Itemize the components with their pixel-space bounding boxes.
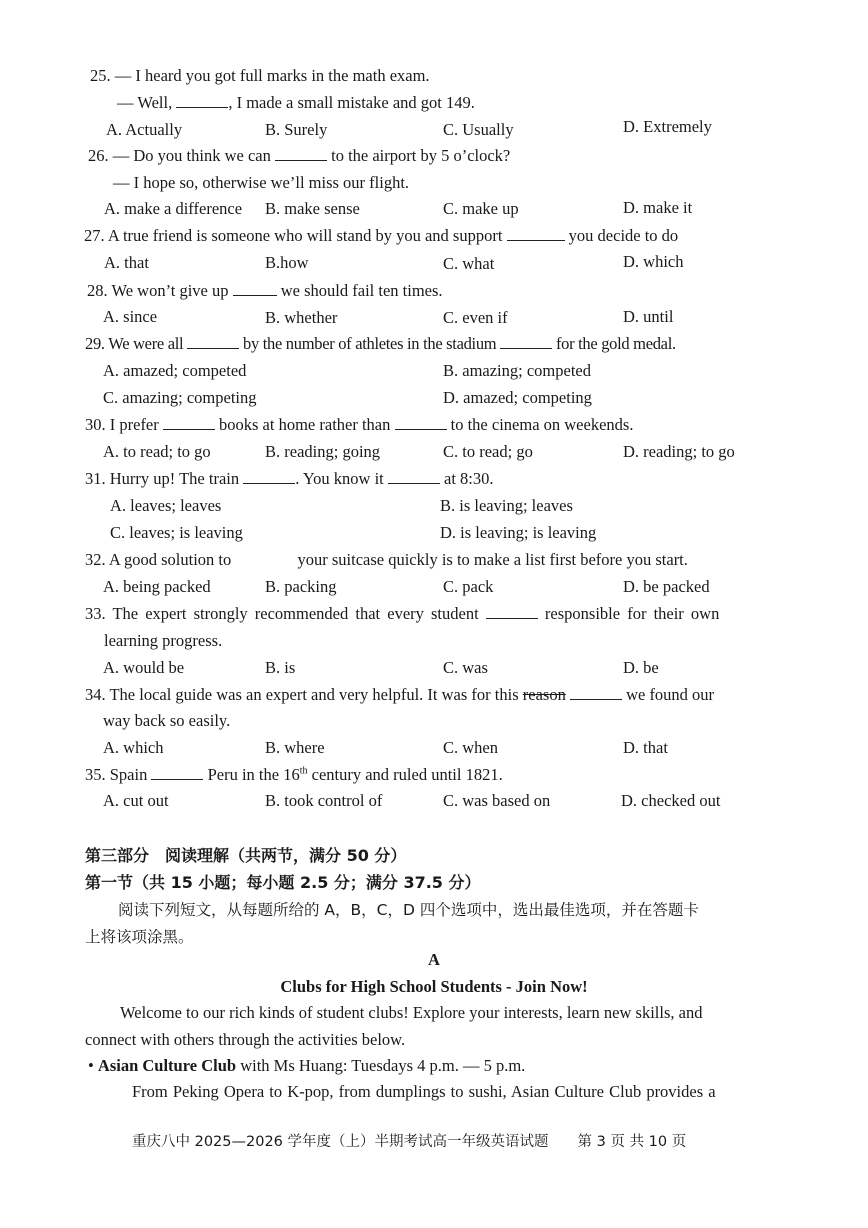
option-b: B. where — [265, 738, 325, 757]
question-30: 30. I prefer books at home rather than to the cinema on weekends. — [85, 415, 634, 434]
answer-blank — [176, 106, 228, 108]
question-32: 32. A good solution to your suitcase quickly is to make a list first before you start. — [85, 550, 688, 569]
option-d: D. until — [623, 307, 674, 326]
answer-blank — [500, 347, 552, 349]
option-d: D. amazed; competing — [443, 388, 592, 407]
option-c: C. pack — [443, 577, 494, 596]
section-title: 第三部分 阅读理解（共两节，满分 50 分） — [85, 846, 407, 865]
option-c: C. when — [443, 738, 498, 757]
question-number: 34. — [85, 685, 106, 704]
option-d: D. Extremely — [623, 117, 712, 136]
option-d: D. checked out — [621, 791, 721, 810]
club-item — [88, 1056, 525, 1076]
option-c: C. even if — [443, 308, 508, 327]
option-c: C. to read; go — [443, 442, 533, 461]
answer-blank — [570, 698, 622, 700]
passage-title: Clubs for High School Students - Join Now! — [280, 977, 588, 996]
option-c: C. amazing; competing — [103, 388, 257, 407]
question-33: 33. The expert strongly recommended that every student responsible for their own — [85, 604, 720, 623]
option-c: C. make up — [443, 199, 519, 218]
option-b: B. is leaving; leaves — [440, 496, 573, 515]
question-number: 27. — [84, 226, 105, 245]
answer-blank — [163, 428, 215, 430]
answer-blank — [395, 428, 447, 430]
question-34-line2: way back so easily. — [103, 711, 231, 730]
question-number: 25. — [90, 66, 111, 85]
option-c: C. was based on — [443, 791, 551, 810]
question-number: 33. — [85, 604, 106, 623]
bullet-icon: • — [88, 1056, 94, 1075]
option-d: D. make it — [623, 198, 693, 217]
option-a: A. would be — [103, 658, 185, 677]
passage-letter: A — [428, 950, 440, 969]
instruction-line-2: 上将该项涂黑。 — [85, 928, 194, 946]
question-number: 26. — [88, 146, 109, 165]
question-number: 30. — [85, 415, 106, 434]
answer-blank — [187, 347, 239, 349]
question-35: 35. Spain Peru in the 16th century and ruled until 1821. — [85, 765, 503, 784]
question-29: 29. We were all by the number of athletes in the stadium for the gold medal. — [85, 334, 676, 353]
question-31: 31. Hurry up! The train . You know it at 8:30. — [85, 469, 494, 488]
option-a: A. amazed; competed — [103, 361, 247, 380]
answer-blank — [507, 239, 565, 241]
option-d: D. which — [623, 252, 684, 271]
answer-blank — [275, 159, 327, 161]
option-c: C. was — [443, 658, 488, 677]
answer-blank — [388, 482, 440, 484]
option-b: B. amazing; competed — [443, 361, 591, 380]
option-d: D. reading; to go — [623, 442, 735, 461]
option-a: A. which — [103, 738, 164, 757]
option-a: A. that — [104, 253, 149, 272]
passage-intro-line-2: connect with others through the activities below. — [85, 1030, 406, 1049]
option-b: B.how — [265, 253, 309, 272]
page-footer: 重庆八中 2025—2026 学年度（上）半期考试高一年级英语试题 第 3 页 共 10 页 — [132, 1134, 687, 1150]
club-name: Asian Culture Club — [97, 1056, 237, 1075]
option-c: C. leaves; is leaving — [110, 523, 243, 542]
question-26: 26. — Do you think we can to the airport by 5 o’clock? — [88, 146, 511, 165]
answer-blank — [486, 617, 538, 619]
question-number: 35. — [85, 765, 106, 784]
question-28: 28. We won’t give up we should fail ten times. — [87, 281, 443, 300]
question-stem: — I heard you got full marks in the math exam. — [114, 66, 430, 85]
question-number: 31. — [85, 469, 106, 488]
option-a: A. being packed — [103, 577, 211, 596]
subsection-title: 第一节（共 15 小题；每小题 2.5 分；满分 37.5 分） — [85, 873, 481, 892]
option-a: A. to read; to go — [103, 442, 211, 461]
question-26-line2: — I hope so, otherwise we’ll miss our flight. — [113, 173, 410, 192]
instruction-line-1: 阅读下列短文，从每题所给的 A，B，C，D 四个选项中，选出最佳选项，并在答题卡 — [118, 901, 699, 919]
option-b: B. reading; going — [265, 442, 381, 461]
option-d: D. that — [623, 738, 668, 757]
option-c: C. what — [443, 254, 495, 273]
answer-blank — [233, 294, 277, 296]
struck-word: reason — [522, 685, 566, 704]
option-b: B. took control of — [265, 791, 383, 810]
question-25 — [90, 66, 430, 86]
option-b: B. Surely — [265, 120, 328, 139]
option-a: A. since — [103, 307, 158, 326]
option-c: C. Usually — [443, 120, 514, 139]
option-b: B. make sense — [265, 199, 360, 218]
answer-blank — [243, 482, 295, 484]
club-time: with Ms Huang: Tuesdays 4 p.m. — 5 p.m. — [236, 1056, 526, 1075]
question-34: 34. The local guide was an expert and very helpful. It was for this reason we found our — [85, 685, 715, 704]
club-description: From Peking Opera to K-pop, from dumplings to sushi, Asian Culture Club provides a — [132, 1082, 716, 1101]
question-number: 29. — [85, 334, 105, 353]
question-33-line2: learning progress. — [104, 631, 223, 650]
option-a: A. cut out — [103, 791, 169, 810]
question-number: 32. — [85, 550, 106, 569]
option-d: D. be packed — [623, 577, 710, 596]
option-d: D. is leaving; is leaving — [440, 523, 597, 542]
option-d: D. be — [623, 658, 659, 677]
option-a: A. Actually — [106, 120, 183, 139]
option-b: B. whether — [265, 308, 338, 327]
answer-blank — [151, 778, 203, 780]
question-27: 27. A true friend is someone who will stand by you and support you decide to do — [84, 226, 679, 245]
question-25-line2: — Well, , I made a small mistake and got 149. — [117, 93, 475, 112]
option-b: B. packing — [265, 577, 337, 596]
passage-intro-line-1: Welcome to our rich kinds of student clubs! Explore your interests, learn new skills, and — [120, 1003, 703, 1022]
question-number: 28. — [87, 281, 108, 300]
option-a: A. leaves; leaves — [110, 496, 222, 515]
option-a: A. make a difference — [104, 199, 243, 218]
option-b: B. is — [265, 658, 296, 677]
